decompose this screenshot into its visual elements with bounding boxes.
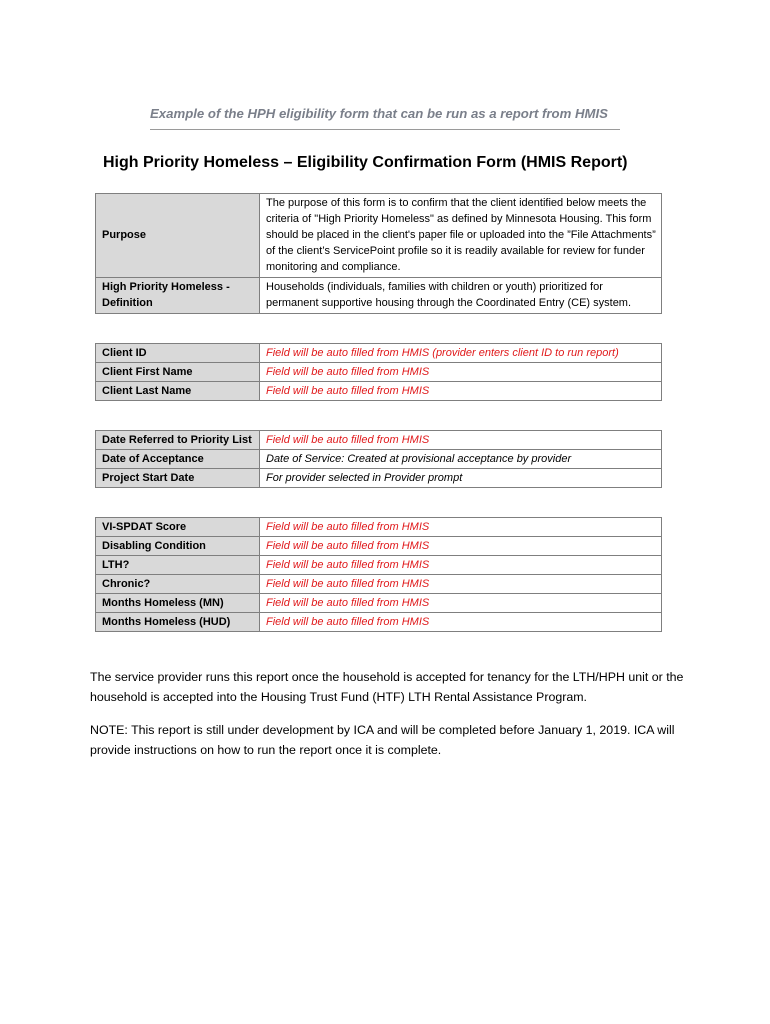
project-start-date-label: Project Start Date — [96, 469, 260, 488]
service-provider-paragraph: The service provider runs this report once the household is accepted for tenancy for the LTH/HPH unit or the household is accepted into the Housing Trust Fund (HTF) LTH Rental Assistance Program. — [90, 670, 684, 704]
table-row — [96, 278, 662, 314]
chronic-label: Chronic? — [96, 575, 260, 594]
disabling-condition-value: Field will be auto filled from HMIS — [260, 537, 662, 556]
months-homeless-hud-label: Months Homeless (HUD) — [96, 613, 260, 632]
months-homeless-mn-label: Months Homeless (MN) — [96, 594, 260, 613]
months-homeless-mn-value: Field will be auto filled from HMIS — [260, 594, 662, 613]
vi-spdat-value: Field will be auto filled from HMIS — [260, 518, 662, 537]
definition-text: Households (individuals, families with children or youth) prioritized for permanent supportive housing through the Coordinated Entry (CE) system. — [260, 278, 662, 314]
client-id-value: Field will be auto filled from HMIS (provider enters client ID to run report) — [260, 344, 662, 363]
table-row — [96, 469, 662, 488]
form-title: High Priority Homeless – Eligibility Confirmation Form (HMIS Report) — [103, 154, 628, 171]
note-paragraph: NOTE: This report is still under development by ICA and will be completed before January 1, 2019. ICA will provide instructions on how to run the report once it is complete. — [90, 723, 675, 757]
purpose-text: The purpose of this form is to confirm that the client identified below meets the criteria of "High Priority Homeless" as defined by Minnesota Housing. This form should be placed in the client's paper file or uploaded into the ”File Attachments” of the client’s ServicePoint profile so it is readily available for review for funder monitoring and compliance. — [260, 194, 662, 278]
table-row — [96, 344, 662, 363]
chronic-value: Field will be auto filled from HMIS — [260, 575, 662, 594]
table-row — [96, 382, 662, 401]
table-row — [96, 363, 662, 382]
date-of-acceptance-label: Date of Acceptance — [96, 450, 260, 469]
client-id-label: Client ID — [96, 344, 260, 363]
date-referred-label: Date Referred to Priority List — [96, 431, 260, 450]
vi-spdat-label: VI-SPDAT Score — [96, 518, 260, 537]
project-start-date-value: For provider selected in Provider prompt — [260, 469, 662, 488]
assessment-table — [95, 517, 662, 632]
date-of-acceptance-value: Date of Service: Created at provisional acceptance by provider — [260, 450, 662, 469]
table-row — [96, 575, 662, 594]
disabling-condition-label: Disabling Condition — [96, 537, 260, 556]
table-row — [96, 556, 662, 575]
lth-value: Field will be auto filled from HMIS — [260, 556, 662, 575]
table-row — [96, 194, 662, 278]
lth-label: LTH? — [96, 556, 260, 575]
client-last-name-value: Field will be auto filled from HMIS — [260, 382, 662, 401]
table-row — [96, 450, 662, 469]
table-row — [96, 594, 662, 613]
dates-table — [95, 430, 662, 488]
date-referred-value: Field will be auto filled from HMIS — [260, 431, 662, 450]
page-header: Example of the HPH eligibility form that can be run as a report from HMIS — [150, 106, 620, 130]
client-table — [95, 343, 662, 401]
client-last-name-label: Client Last Name — [96, 382, 260, 401]
table-row — [96, 537, 662, 556]
client-first-name-label: Client First Name — [96, 363, 260, 382]
purpose-definition-table — [95, 193, 662, 314]
client-first-name-value: Field will be auto filled from HMIS — [260, 363, 662, 382]
table-row — [96, 431, 662, 450]
table-row — [96, 613, 662, 632]
table-row — [96, 518, 662, 537]
purpose-label: Purpose — [96, 194, 260, 278]
months-homeless-hud-value: Field will be auto filled from HMIS — [260, 613, 662, 632]
definition-label: High Priority Homeless - Definition — [96, 278, 260, 314]
